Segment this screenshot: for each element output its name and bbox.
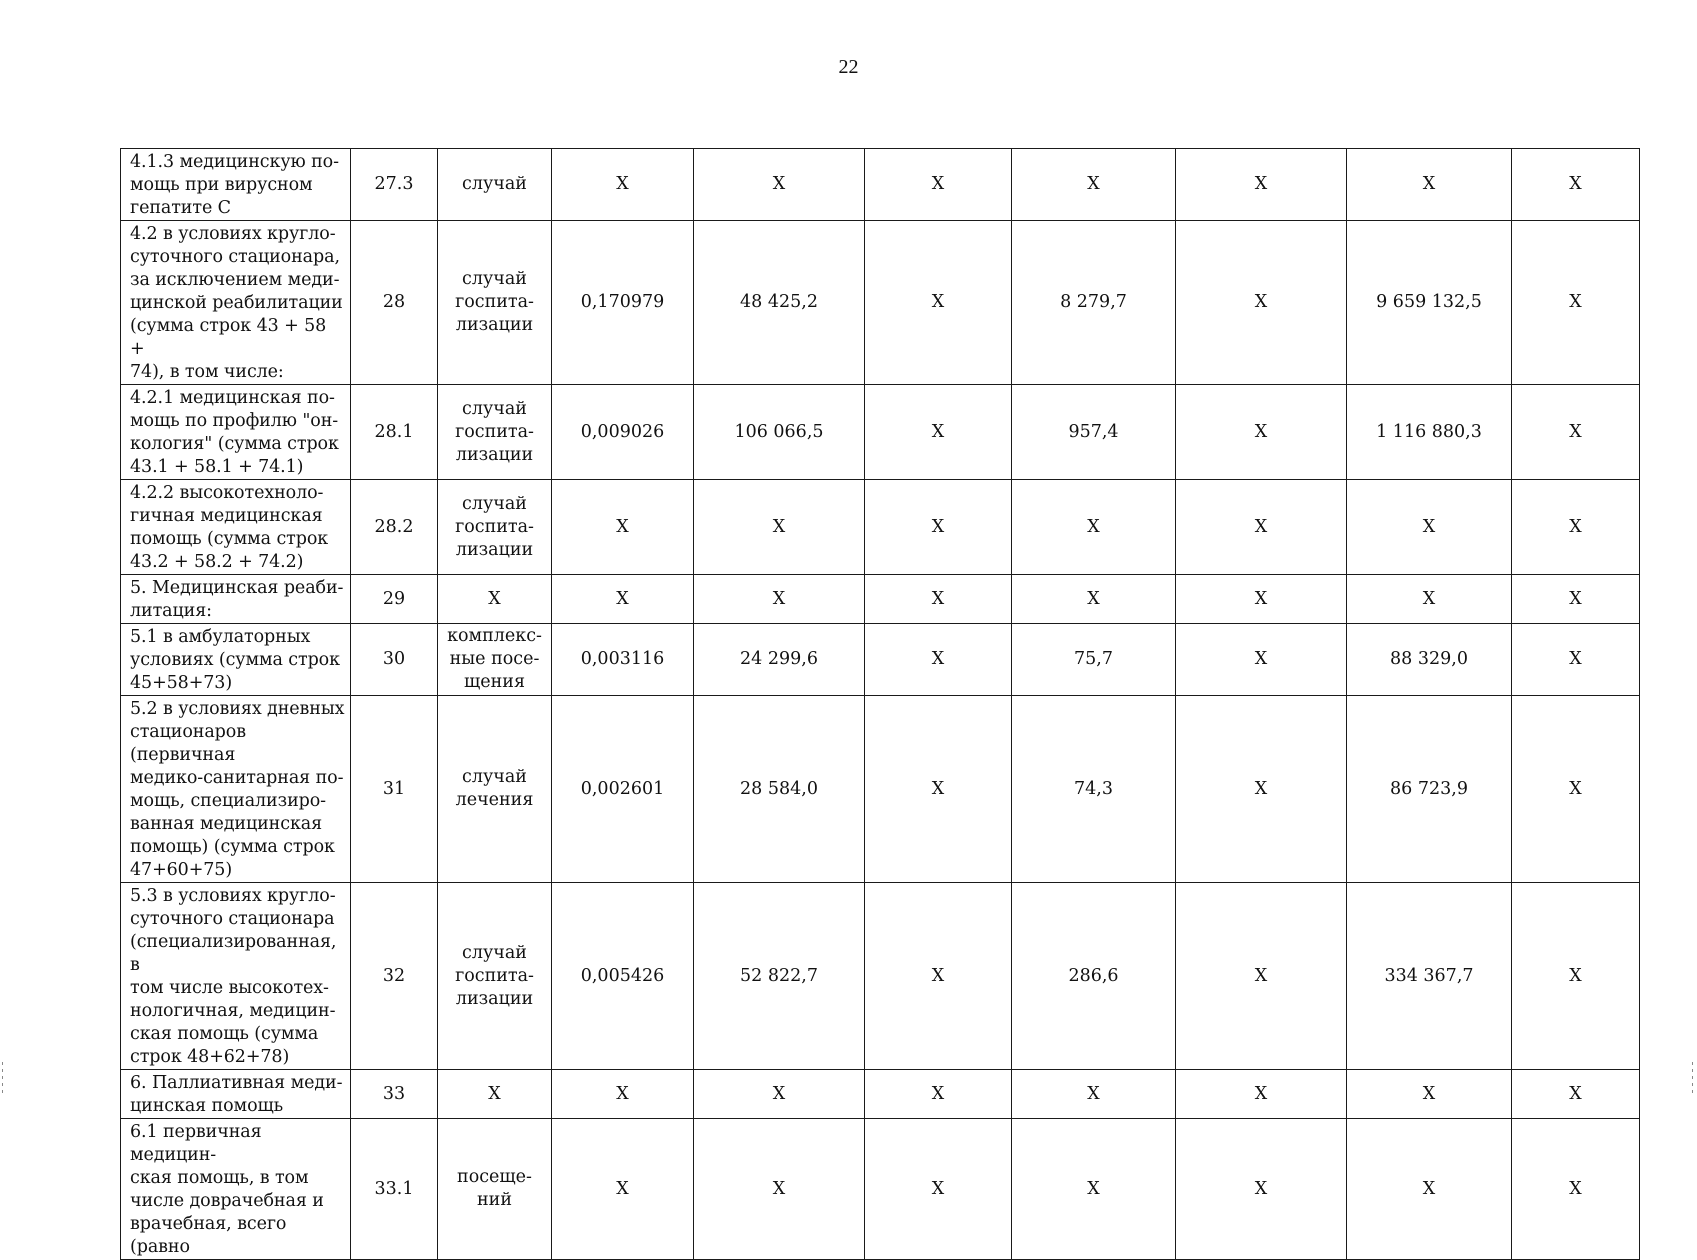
value-cell-5: X — [1176, 149, 1347, 221]
value-cell-5: X — [1176, 696, 1347, 883]
unit-cell: случай госпита- лизации — [438, 883, 552, 1070]
table-row — [121, 575, 1640, 624]
unit-cell: X — [438, 1070, 552, 1119]
value-cell-1: 0,005426 — [552, 883, 694, 1070]
value-cell-6: 86 723,9 — [1347, 696, 1512, 883]
value-cell-3: X — [865, 696, 1012, 883]
line-number-cell: 29 — [351, 575, 438, 624]
line-number-cell: 28.1 — [351, 385, 438, 480]
row-name-cell: 5.1 в амбулаторных условиях (сумма строк 45+58+73) — [121, 624, 351, 696]
value-cell-1: X — [552, 1119, 694, 1260]
value-cell-6: X — [1347, 1119, 1512, 1260]
unit-cell: случай лечения — [438, 696, 552, 883]
value-cell-1: 0,170979 — [552, 221, 694, 385]
value-cell-2: X — [694, 149, 865, 221]
value-cell-7: X — [1512, 883, 1640, 1070]
value-cell-4: 74,3 — [1012, 696, 1176, 883]
line-number-cell: 32 — [351, 883, 438, 1070]
value-cell-6: X — [1347, 149, 1512, 221]
line-number-cell: 28 — [351, 221, 438, 385]
value-cell-2: 28 584,0 — [694, 696, 865, 883]
value-cell-6: X — [1347, 575, 1512, 624]
value-cell-3: X — [865, 149, 1012, 221]
value-cell-5: X — [1176, 624, 1347, 696]
value-cell-1: 0,003116 — [552, 624, 694, 696]
value-cell-6: 9 659 132,5 — [1347, 221, 1512, 385]
value-cell-3: X — [865, 221, 1012, 385]
row-name-cell: 5. Медицинская реаби- литация: — [121, 575, 351, 624]
table-row — [121, 221, 1640, 385]
unit-cell: случай госпита- лизации — [438, 385, 552, 480]
value-cell-5: X — [1176, 1070, 1347, 1119]
value-cell-2: 52 822,7 — [694, 883, 865, 1070]
row-name-cell: 4.1.3 медицинскую по- мощь при вирусном гепатите С — [121, 149, 351, 221]
unit-cell: случай госпита- лизации — [438, 221, 552, 385]
row-name-cell: 5.3 в условиях кругло- суточного стационара (специализированная, в том числе высокотех- нологичная, медицин- ская помощь (сумма строк 48+62+78) — [121, 883, 351, 1070]
value-cell-1: X — [552, 149, 694, 221]
line-number-cell: 33.1 — [351, 1119, 438, 1260]
unit-cell: посеще- ний — [438, 1119, 552, 1260]
line-number-cell: 31 — [351, 696, 438, 883]
table-row — [121, 149, 1640, 221]
value-cell-3: X — [865, 883, 1012, 1070]
value-cell-6: 1 116 880,3 — [1347, 385, 1512, 480]
table-row — [121, 696, 1640, 883]
value-cell-5: X — [1176, 480, 1347, 575]
table-row — [121, 883, 1640, 1070]
table-row — [121, 1070, 1640, 1119]
value-cell-5: X — [1176, 1119, 1347, 1260]
table-row — [121, 1119, 1640, 1260]
row-name-cell: 6. Паллиативная меди- цинская помощь — [121, 1070, 351, 1119]
value-cell-2: X — [694, 575, 865, 624]
value-cell-4: X — [1012, 480, 1176, 575]
value-cell-7: X — [1512, 1070, 1640, 1119]
value-cell-7: X — [1512, 480, 1640, 575]
value-cell-4: X — [1012, 149, 1176, 221]
unit-cell: случай — [438, 149, 552, 221]
value-cell-5: X — [1176, 575, 1347, 624]
value-cell-7: X — [1512, 575, 1640, 624]
table-row — [121, 480, 1640, 575]
value-cell-6: 88 329,0 — [1347, 624, 1512, 696]
value-cell-5: X — [1176, 385, 1347, 480]
row-name-cell: 4.2.1 медицинская по- мощь по профилю "он- кология" (сумма строк 43.1 + 58.1 + 74.1) — [121, 385, 351, 480]
value-cell-2: 24 299,6 — [694, 624, 865, 696]
value-cell-4: X — [1012, 1119, 1176, 1260]
unit-cell: X — [438, 575, 552, 624]
value-cell-1: X — [552, 480, 694, 575]
row-name-cell: 6.1 первичная медицин- ская помощь, в том числе доврачебная и врачебная, всего (равно — [121, 1119, 351, 1260]
line-number-cell: 28.2 — [351, 480, 438, 575]
value-cell-7: X — [1512, 221, 1640, 385]
line-number-cell: 33 — [351, 1070, 438, 1119]
value-cell-3: X — [865, 1119, 1012, 1260]
value-cell-4: 8 279,7 — [1012, 221, 1176, 385]
value-cell-4: 75,7 — [1012, 624, 1176, 696]
value-cell-5: X — [1176, 883, 1347, 1070]
value-cell-1: 0,009026 — [552, 385, 694, 480]
value-cell-3: X — [865, 1070, 1012, 1119]
value-cell-6: 334 367,7 — [1347, 883, 1512, 1070]
table-body — [121, 149, 1640, 1260]
value-cell-6: X — [1347, 1070, 1512, 1119]
value-cell-4: 286,6 — [1012, 883, 1176, 1070]
value-cell-2: X — [694, 480, 865, 575]
value-cell-7: X — [1512, 696, 1640, 883]
value-cell-6: X — [1347, 480, 1512, 575]
value-cell-3: X — [865, 385, 1012, 480]
table-row — [121, 385, 1640, 480]
value-cell-4: X — [1012, 575, 1176, 624]
row-name-cell: 5.2 в условиях дневных стационаров (первичная медико-санитарная по- мощь, специализиро- ванная медицинская помощь) (сумма строк 47+60+75) — [121, 696, 351, 883]
value-cell-7: X — [1512, 149, 1640, 221]
table-row — [121, 624, 1640, 696]
value-cell-7: X — [1512, 624, 1640, 696]
tariff-table — [120, 148, 1640, 1260]
value-cell-7: X — [1512, 385, 1640, 480]
row-name-cell: 4.2.2 высокотехноло- гичная медицинская помощь (сумма строк 43.2 + 58.2 + 74.2) — [121, 480, 351, 575]
unit-cell: случай госпита- лизации — [438, 480, 552, 575]
unit-cell: комплекс- ные посе- щения — [438, 624, 552, 696]
value-cell-1: X — [552, 575, 694, 624]
line-number-cell: 30 — [351, 624, 438, 696]
value-cell-2: X — [694, 1070, 865, 1119]
value-cell-4: 957,4 — [1012, 385, 1176, 480]
value-cell-7: X — [1512, 1119, 1640, 1260]
page-number: 22 — [838, 56, 859, 78]
value-cell-3: X — [865, 575, 1012, 624]
value-cell-5: X — [1176, 221, 1347, 385]
value-cell-3: X — [865, 624, 1012, 696]
value-cell-4: X — [1012, 1070, 1176, 1119]
value-cell-1: 0,002601 — [552, 696, 694, 883]
row-name-cell: 4.2 в условиях кругло- суточного стационара, за исключением меди- цинской реабилитации (сумма строк 43 + 58 + 74), в том числе: — [121, 221, 351, 385]
value-cell-1: X — [552, 1070, 694, 1119]
line-number-cell: 27.3 — [351, 149, 438, 221]
value-cell-2: X — [694, 1119, 865, 1260]
value-cell-2: 106 066,5 — [694, 385, 865, 480]
left-edge-mark — [2, 1062, 3, 1096]
value-cell-3: X — [865, 480, 1012, 575]
right-edge-mark — [1692, 1062, 1693, 1096]
value-cell-2: 48 425,2 — [694, 221, 865, 385]
